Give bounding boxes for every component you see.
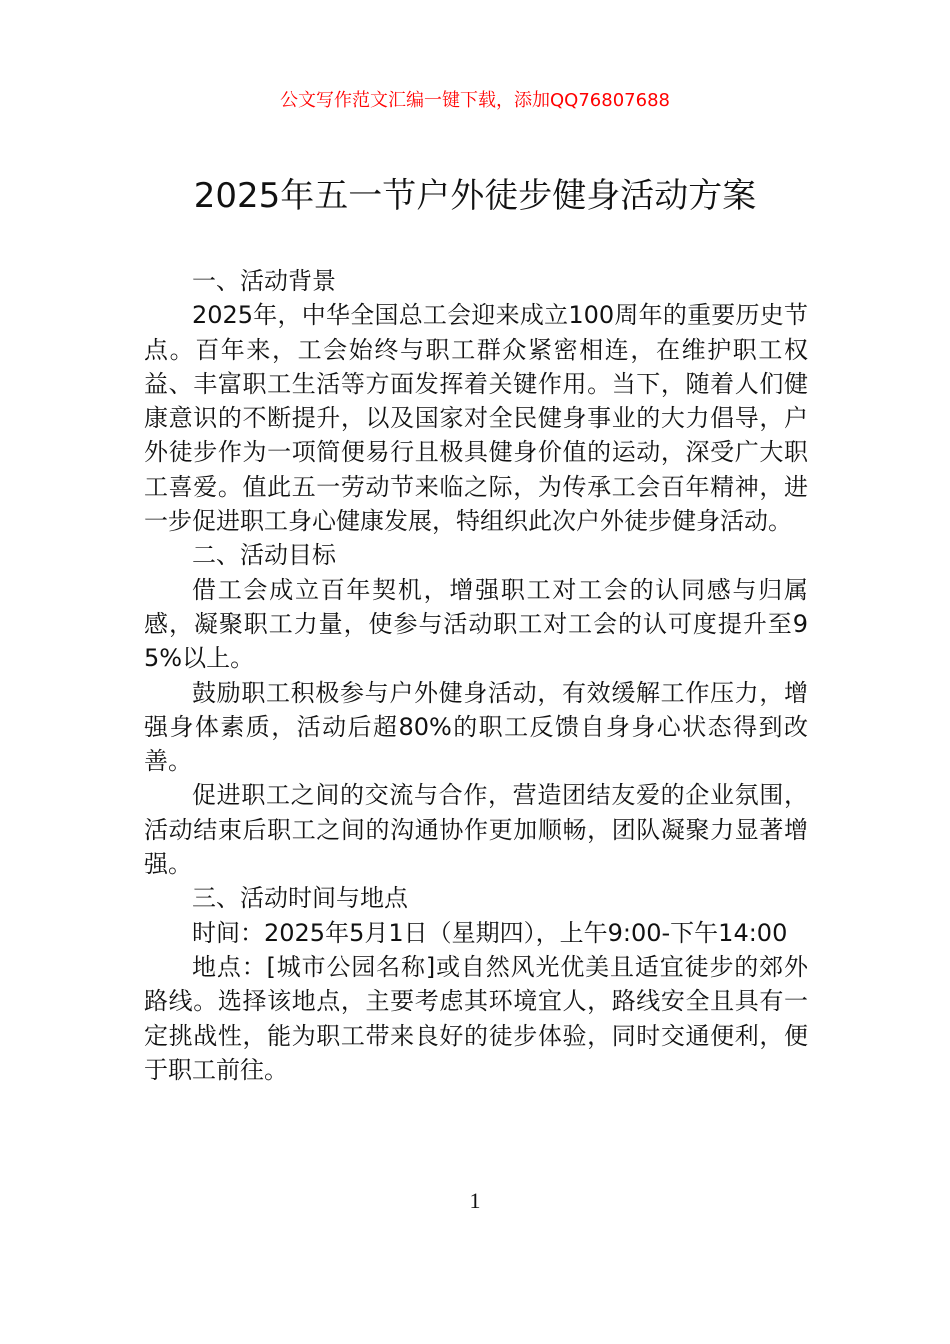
paragraph-goal-1: 借工会成立百年契机，增强职工对工会的认同感与归属感，凝聚职工力量，使参与活动职工对工会的认可度提升至95%以上。 — [144, 575, 808, 673]
paragraph-place: 地点：[城市公园名称]或自然风光优美且适宜徒步的郊外路线。选择该地点，主要考虑其环境宜人，路线安全且具有一定挑战性，能为职工带来良好的徒步体验，同时交通便利，便于职工前往。 — [144, 952, 808, 1084]
document-body — [144, 264, 808, 1087]
section-heading-background: 一、活动背景 — [192, 267, 336, 295]
paragraph-time: 时间：2025年5月1日（星期四），上午9:00-下午14:00 — [192, 918, 788, 947]
paragraph-goal-2: 鼓励职工积极参与户外健身活动，有效缓解工作压力，增强身体素质，活动后超80%的职工反馈自身身心状态得到改善。 — [144, 678, 808, 776]
download-promo-note: 公文写作范文汇编一键下载，添加QQ76807688 — [280, 90, 670, 111]
document-title: 2025年五一节户外徒步健身活动方案 — [193, 176, 757, 216]
paragraph-background: 2025年，中华全国总工会迎来成立100周年的重要历史节点。百年来，工会始终与职工群众紧密相连，在维护职工权益、丰富职工生活等方面发挥着关键作用。当下，随着人们健康意识的不断提升，以及国家对全民健身事业的大力倡导，户外徒步作为一项简便易行且极具健身价值的运动，深受广大职工喜爱。值此五一劳动节来临之际，为传承工会百年精神，进一步促进职工身心健康发展，特组织此次户外徒步健身活动。 — [144, 301, 808, 536]
paragraph-goal-3: 促进职工之间的交流与合作，营造团结友爱的企业氛围，活动结束后职工之间的沟通协作更加顺畅，团队凝聚力显著增强。 — [144, 781, 808, 879]
section-heading-time-place: 三、活动时间与地点 — [192, 884, 408, 913]
section-heading-goals: 二、活动目标 — [192, 541, 336, 570]
page-number: 1 — [469, 1188, 481, 1213]
